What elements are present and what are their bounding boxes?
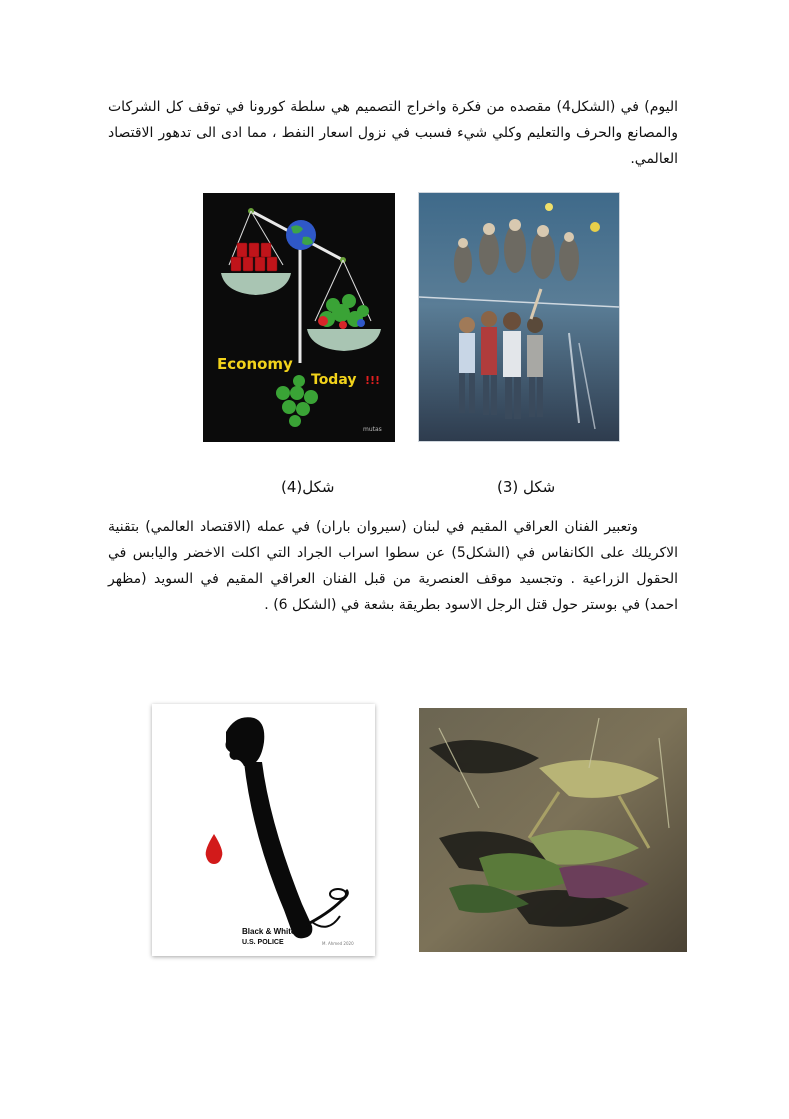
figure-6-subtitle: U.S. POLICE — [242, 939, 284, 946]
figure-4-signature: mutas — [363, 426, 382, 433]
paragraph-2: وتعبير الفنان العراقي المقيم في لبنان (سيروان باران) في عمله (الاقتصاد العالمي) بتقنية الاكريلك على الكانفاس في (الشكل5) عن سطوا اسراب الجراد التي اكلت الاخضر واليابس في الحقول الزراعية . وتجسيد موقف العنصرية من قبل الفنان العراقي المقيم في السويد (مظهر احمد) في بوستر حول قتل الرجل الاسود بطريقة بشعة في (الشكل 6) . — [108, 519, 678, 613]
today-text: Today — [311, 372, 357, 388]
figure-5-locusts-painting — [419, 708, 687, 952]
figure-5-artwork — [419, 708, 687, 952]
paragraph-1: اليوم) في (الشكل4) مقصده من فكرة واخراج التصميم هي سلطة كورونا في توقف كل الشركات والمصانع والحرف والتعليم وكلي شيء فسبب في نزول اسعار النفط ، مما ادى الى تدهور الاقتصاد العالمي. — [108, 99, 678, 167]
caption-figure-4: شكل(4) — [281, 478, 335, 496]
figure-4-artwork — [203, 193, 395, 442]
exclamation-text: !!! — [365, 374, 381, 387]
figure-6-signature: M. Ahmed 2020 — [322, 941, 354, 946]
figure-6-title: Black & White — [242, 927, 296, 936]
caption-figure-3: شكل (3) — [497, 478, 556, 496]
figure-4-economy-today-poster — [203, 193, 395, 442]
figure-6-police-poster — [152, 704, 375, 956]
figure-6-artwork — [152, 704, 375, 956]
economy-text: Economy — [217, 355, 293, 373]
figure-3-artwork — [419, 193, 619, 441]
figure-3-painting — [419, 193, 619, 441]
